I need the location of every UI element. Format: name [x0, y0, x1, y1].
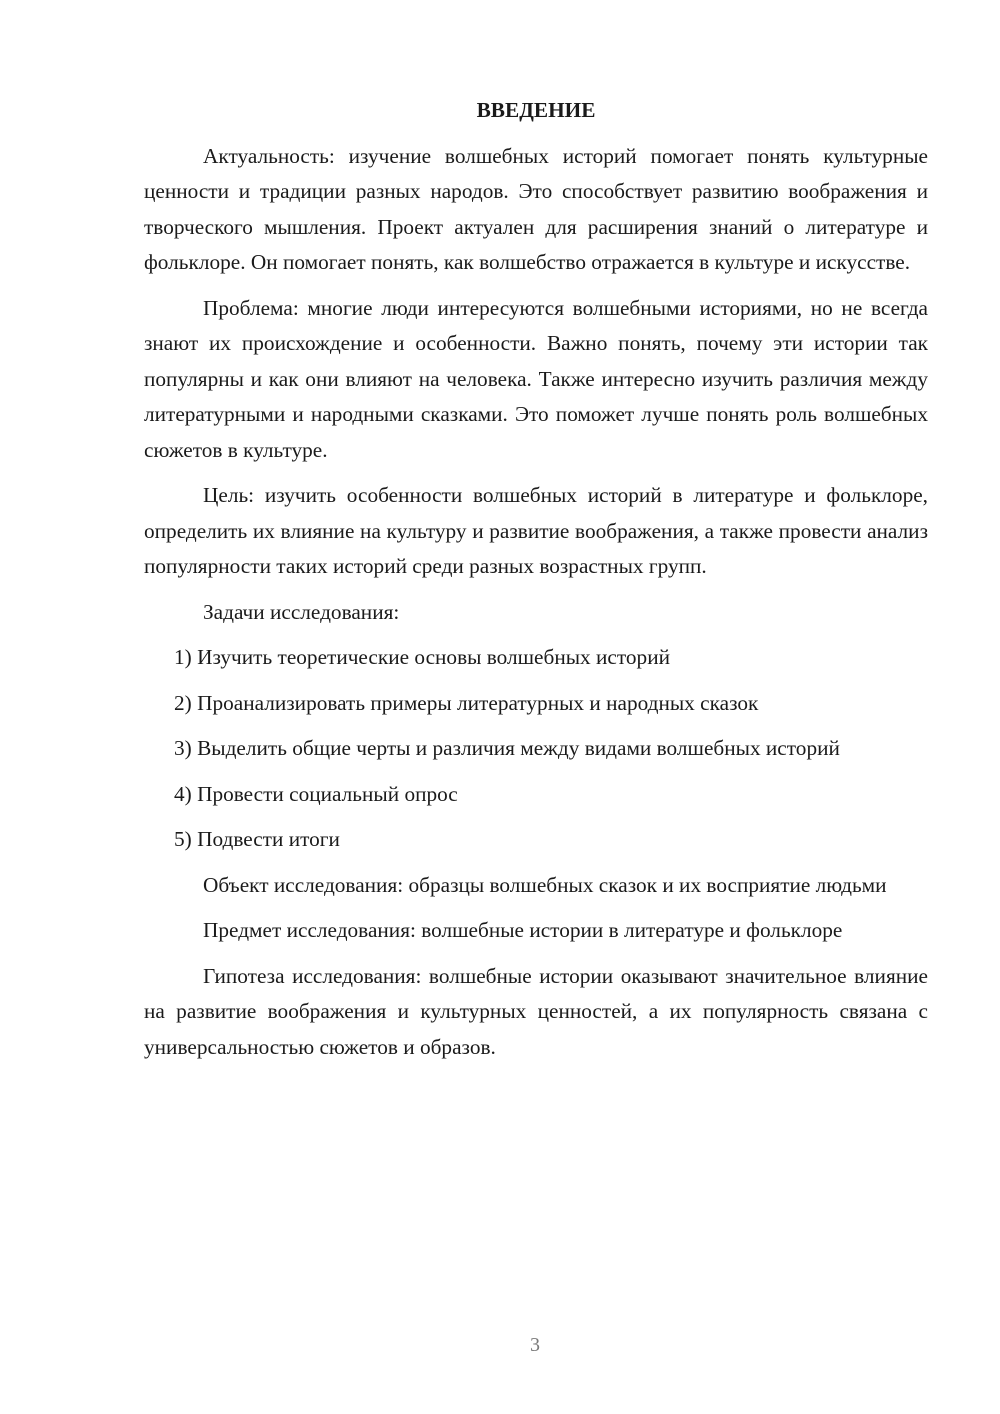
task-item-3: 3) Выделить общие черты и различия между видами волшебных историй	[174, 736, 840, 760]
goal-paragraph: Цель: изучить особенности волшебных историй в литературе и фольклоре, определить их влияние на культуру и развитие воображения, а также провести анализ популярности таких историй среди разных возрастных групп.	[144, 483, 928, 578]
subject-paragraph: Предмет исследования: волшебные истории в литературе и фольклоре	[203, 918, 843, 942]
section-title: ВВЕДЕНИЕ	[476, 98, 596, 122]
task-item-2: 2) Проанализировать примеры литературных и народных сказок	[174, 690, 759, 715]
hypothesis-paragraph: Гипотеза исследования: волшебные истории оказывают значительное влияние на развитие воображения и культурных ценностей, а их популярность связана с универсальностью сюжетов и образов.	[144, 963, 928, 1059]
problem-paragraph: Проблема: многие люди интересуются волшебными историями, но не всегда знают их происхождение и особенности. Важно понять, почему эти истории так популярны и как они влияют на человека. Также интересно изучить различия между литературными и народными сказками. Это поможет лучше понять роль волшебных сюжетов в культуре.	[144, 295, 928, 462]
task-item-5: 5) Подвести итоги	[174, 827, 340, 851]
relevance-paragraph: Актуальность: изучение волшебных историй помогает понять культурные ценности и традиции разных народов. Это способствует развитию воображения и творческого мышления. Проект актуален для расширения знаний о литературе и фольклоре. Он помогает понять, как волшебство отражается в культуре и искусстве.	[144, 143, 928, 274]
task-item-4: 4) Провести социальный опрос	[174, 781, 458, 806]
page-number: 3	[530, 1334, 540, 1356]
task-item-1: 1) Изучить теоретические основы волшебных историй	[174, 645, 670, 669]
tasks-heading: Задачи исследования:	[203, 599, 400, 624]
page-content	[144, 93, 928, 1075]
object-paragraph: Объект исследования: образцы волшебных сказок и их восприятие людьми	[203, 872, 887, 897]
